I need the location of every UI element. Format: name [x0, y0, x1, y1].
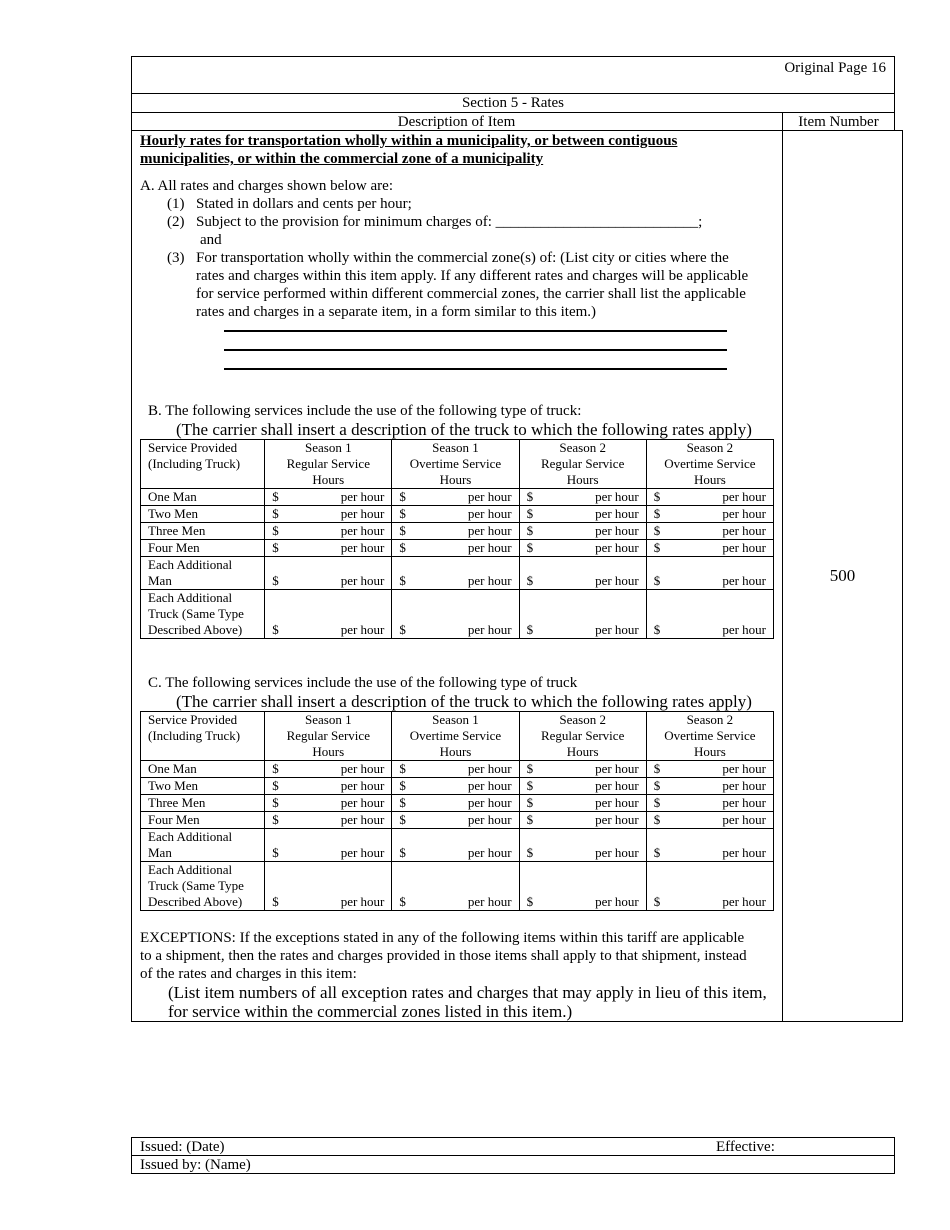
rate-cell[interactable] — [392, 557, 519, 590]
a1-number: (1) — [167, 196, 185, 212]
rate-cell[interactable] — [265, 862, 392, 911]
currency-symbol: $ — [399, 489, 406, 504]
exceptions-instruction-line: for service within the commercial zones listed in this item.) — [168, 1002, 573, 1021]
rate-cell[interactable] — [392, 523, 519, 540]
table-row — [141, 590, 774, 639]
rate-cell[interactable] — [646, 489, 773, 506]
service-label-line: One Man — [148, 761, 197, 776]
exceptions-instruction-line: (List item numbers of all exception rates and charges that may apply in lieu of this item, — [168, 983, 767, 1002]
column-header-line: Season 1 — [304, 440, 352, 455]
rate-unit: per hour — [467, 540, 512, 555]
rate-unit: per hour — [340, 540, 385, 555]
column-header-line: Hours — [439, 744, 472, 759]
column-header-line: Regular Service — [286, 728, 370, 743]
currency-symbol: $ — [272, 812, 279, 827]
column-header-line: Overtime Service — [664, 728, 756, 743]
currency-symbol: $ — [653, 489, 661, 504]
rate-cell[interactable] — [519, 862, 646, 911]
table-row — [141, 540, 774, 557]
currency-symbol: $ — [526, 489, 534, 504]
rate-cell[interactable] — [646, 795, 773, 812]
exceptions-line: EXCEPTIONS: If the exceptions stated in any of the following items within this tariff are applicable — [140, 930, 745, 946]
column-header-line: Hours — [439, 472, 472, 487]
section-b-instruction: (The carrier shall insert a description of the truck to which the following rates apply) — [176, 420, 752, 439]
currency-symbol: $ — [399, 894, 406, 909]
exceptions-line: of the rates and charges in this item: — [140, 966, 357, 982]
rate-unit: per hour — [595, 845, 639, 860]
currency-symbol: $ — [653, 622, 661, 637]
column-header — [141, 712, 265, 761]
a3-number: (3) — [167, 250, 185, 266]
column-header-line: Overtime Service — [664, 456, 756, 471]
rate-cell[interactable] — [392, 812, 519, 829]
rate-unit: per hour — [722, 894, 766, 909]
service-label-line: Four Men — [148, 540, 200, 555]
currency-symbol: $ — [526, 795, 534, 810]
a3-line: rates and charges within this item apply. If any different rates and charges will be applicable — [196, 268, 749, 284]
rate-cell[interactable] — [646, 761, 773, 778]
service-label-line: One Man — [148, 489, 197, 504]
service-label-line: Described Above) — [148, 894, 243, 909]
rate-unit: per hour — [467, 506, 512, 521]
currency-symbol: $ — [526, 573, 534, 588]
currency-symbol: $ — [399, 812, 406, 827]
service-provided-cell — [141, 795, 265, 812]
currency-symbol: $ — [526, 540, 534, 555]
column-header-line: Season 1 — [304, 712, 352, 727]
rate-cell[interactable] — [265, 557, 392, 590]
column-header-line: Season 2 — [686, 440, 734, 455]
currency-symbol: $ — [653, 795, 661, 810]
rate-cell[interactable] — [519, 557, 646, 590]
rate-cell[interactable] — [519, 540, 646, 557]
service-label-line: Each Additional — [148, 862, 233, 877]
rate-cell[interactable] — [265, 778, 392, 795]
column-header-line: Season 2 — [559, 440, 606, 455]
service-label-line: Described Above) — [148, 622, 243, 637]
rate-unit: per hour — [722, 845, 766, 860]
rate-unit: per hour — [467, 573, 512, 588]
item-heading-line1: Hourly rates for transportation wholly within a municipality, or between contiguous — [140, 133, 678, 149]
rate-unit: per hour — [467, 894, 512, 909]
rate-unit: per hour — [722, 795, 766, 810]
service-provided-cell — [141, 778, 265, 795]
column-header-line: Service Provided — [148, 440, 238, 455]
service-label-line: Man — [148, 573, 172, 588]
currency-symbol: $ — [399, 622, 406, 637]
rate-unit: per hour — [467, 489, 512, 504]
commercial-zone-blank-line — [224, 368, 727, 370]
rate-unit: per hour — [467, 845, 512, 860]
rate-cell[interactable] — [392, 506, 519, 523]
service-provided-cell — [141, 540, 265, 557]
rate-cell[interactable] — [519, 523, 646, 540]
currency-symbol: $ — [399, 573, 406, 588]
table-row — [141, 795, 774, 812]
rate-cell[interactable] — [265, 506, 392, 523]
rate-unit: per hour — [722, 812, 766, 827]
column-header — [265, 712, 392, 761]
currency-symbol: $ — [272, 622, 279, 637]
rate-cell[interactable] — [392, 778, 519, 795]
rate-cell[interactable] — [392, 590, 519, 639]
rate-unit: per hour — [340, 778, 385, 793]
currency-symbol: $ — [399, 761, 406, 776]
rate-unit: per hour — [722, 573, 766, 588]
a3-line: for service performed within different commercial zones, the carrier shall list the applicable — [196, 286, 746, 302]
col-item-number-header: Item Number — [798, 114, 879, 130]
currency-symbol: $ — [272, 795, 279, 810]
service-label-line: Two Men — [148, 506, 199, 521]
issued-date-label: Issued: (Date) — [140, 1139, 225, 1155]
column-header-line — [148, 744, 262, 760]
rate-unit: per hour — [595, 761, 639, 776]
rate-unit: per hour — [722, 622, 766, 637]
column-header — [519, 440, 646, 489]
rate-unit: per hour — [595, 778, 639, 793]
section-c-instruction: (The carrier shall insert a description of the truck to which the following rates apply) — [176, 692, 752, 711]
rate-cell[interactable] — [646, 506, 773, 523]
rate-unit: per hour — [340, 795, 385, 810]
column-header-line: Overtime Service — [409, 728, 502, 743]
table-row — [141, 761, 774, 778]
column-header — [646, 712, 773, 761]
a1-text: Stated in dollars and cents per hour; — [196, 196, 412, 212]
rate-unit: per hour — [595, 540, 639, 555]
item-number: 500 — [829, 566, 856, 585]
currency-symbol: $ — [399, 845, 406, 860]
rate-unit: per hour — [595, 812, 639, 827]
column-header-line: Regular Service — [540, 728, 625, 743]
currency-symbol: $ — [272, 540, 279, 555]
rate-cell[interactable] — [646, 590, 773, 639]
currency-symbol: $ — [399, 540, 406, 555]
rate-table-c — [140, 711, 774, 911]
section-a-intro: A. All rates and charges shown below are: — [140, 178, 393, 194]
currency-symbol: $ — [272, 761, 279, 776]
column-header-line: Season 2 — [686, 712, 734, 727]
rate-cell[interactable] — [392, 761, 519, 778]
rate-unit: per hour — [467, 778, 512, 793]
rate-cell[interactable] — [392, 489, 519, 506]
rate-unit: per hour — [722, 761, 766, 776]
rate-cell[interactable] — [519, 506, 646, 523]
table-row — [141, 489, 774, 506]
service-label-line: Four Men — [148, 812, 200, 827]
service-label-line: Man — [148, 845, 172, 860]
rate-cell[interactable] — [265, 489, 392, 506]
rate-unit: per hour — [340, 573, 385, 588]
column-header-line: Overtime Service — [409, 456, 502, 471]
item-heading-line2: municipalities, or within the commercial zone of a municipality — [140, 151, 544, 167]
rate-unit: per hour — [722, 506, 766, 521]
service-provided-cell — [141, 761, 265, 778]
table-row — [141, 506, 774, 523]
rate-cell[interactable] — [646, 557, 773, 590]
rate-cell[interactable] — [265, 540, 392, 557]
currency-symbol: $ — [526, 845, 534, 860]
currency-symbol: $ — [653, 778, 661, 793]
service-label-line: Truck (Same Type — [148, 878, 244, 893]
rate-unit: per hour — [595, 506, 639, 521]
column-header-line: Regular Service — [540, 456, 625, 471]
rate-unit: per hour — [340, 506, 385, 521]
rate-unit: per hour — [595, 795, 639, 810]
a3-line: For transportation wholly within the commercial zone(s) of: (List city or cities where the — [196, 250, 729, 266]
rate-unit: per hour — [467, 622, 512, 637]
service-provided-cell — [141, 590, 265, 639]
currency-symbol: $ — [653, 761, 661, 776]
column-header — [646, 440, 773, 489]
currency-symbol: $ — [653, 506, 661, 521]
section-b-intro: B. The following services include the use of the following type of truck: — [148, 403, 582, 419]
rate-cell[interactable] — [519, 829, 646, 862]
column-header — [392, 712, 519, 761]
rate-unit: per hour — [467, 812, 512, 827]
currency-symbol: $ — [399, 506, 406, 521]
column-header — [519, 712, 646, 761]
currency-symbol: $ — [272, 489, 279, 504]
service-label-line: Truck (Same Type — [148, 606, 244, 621]
table-row — [141, 862, 774, 911]
rate-cell[interactable] — [519, 795, 646, 812]
column-header-line: Regular Service — [286, 456, 370, 471]
rate-cell[interactable] — [646, 523, 773, 540]
service-provided-cell — [141, 862, 265, 911]
rate-unit: per hour — [340, 845, 385, 860]
table-row — [141, 812, 774, 829]
table-row — [141, 829, 774, 862]
rate-cell[interactable] — [519, 761, 646, 778]
currency-symbol: $ — [272, 573, 279, 588]
rate-cell[interactable] — [519, 778, 646, 795]
rate-unit: per hour — [340, 894, 385, 909]
column-header — [392, 440, 519, 489]
rate-unit: per hour — [595, 894, 639, 909]
rate-cell[interactable] — [646, 778, 773, 795]
rate-cell[interactable] — [265, 523, 392, 540]
section-title: Section 5 - Rates — [461, 95, 565, 111]
service-provided-cell — [141, 829, 265, 862]
rate-unit: per hour — [340, 812, 385, 827]
rate-unit: per hour — [467, 761, 512, 776]
rate-unit: per hour — [722, 489, 766, 504]
rate-cell[interactable] — [265, 761, 392, 778]
currency-symbol: $ — [653, 845, 661, 860]
rate-unit: per hour — [340, 489, 385, 504]
rate-unit: per hour — [340, 523, 385, 538]
rate-table-b — [140, 439, 774, 639]
rate-cell[interactable] — [519, 812, 646, 829]
a2-and: and — [200, 232, 222, 248]
currency-symbol: $ — [526, 761, 534, 776]
service-provided-cell — [141, 489, 265, 506]
currency-symbol: $ — [399, 778, 406, 793]
currency-symbol: $ — [399, 523, 406, 538]
currency-symbol: $ — [653, 573, 661, 588]
issued-by-label: Issued by: (Name) — [140, 1157, 251, 1173]
rate-cell[interactable] — [646, 862, 773, 911]
service-provided-cell — [141, 506, 265, 523]
service-provided-cell — [141, 812, 265, 829]
currency-symbol: $ — [272, 523, 279, 538]
rate-unit: per hour — [340, 622, 385, 637]
rate-unit: per hour — [722, 523, 766, 538]
rate-cell[interactable] — [646, 540, 773, 557]
rate-cell[interactable] — [392, 829, 519, 862]
rate-cell[interactable] — [265, 812, 392, 829]
currency-symbol: $ — [653, 894, 661, 909]
column-header — [141, 440, 265, 489]
table-row — [141, 523, 774, 540]
currency-symbol: $ — [272, 506, 279, 521]
column-header-line: Hours — [312, 744, 345, 759]
service-label-line: Three Men — [148, 523, 206, 538]
commercial-zone-blank-line — [224, 330, 727, 332]
column-header-line: Hours — [566, 472, 599, 487]
a3-line: rates and charges in a separate item, in a form similar to this item.) — [196, 304, 597, 320]
column-header-line: Hours — [693, 744, 726, 759]
table-row — [141, 778, 774, 795]
currency-symbol: $ — [526, 894, 534, 909]
currency-symbol: $ — [272, 778, 279, 793]
column-header-line: (Including Truck) — [148, 456, 241, 471]
rate-unit: per hour — [467, 795, 512, 810]
col-description-header: Description of Item — [397, 114, 516, 130]
rate-cell[interactable] — [265, 829, 392, 862]
service-label-line: Three Men — [148, 795, 206, 810]
currency-symbol: $ — [526, 523, 534, 538]
rate-unit: per hour — [595, 573, 639, 588]
service-label-line: Each Additional — [148, 829, 233, 844]
page-label: Original Page 16 — [784, 60, 886, 76]
a2-text: Subject to the provision for minimum charges of: ___________________________; — [196, 214, 703, 230]
currency-symbol: $ — [653, 540, 661, 555]
column-header — [265, 440, 392, 489]
rate-table-header-row — [141, 712, 774, 761]
currency-symbol: $ — [526, 812, 534, 827]
rate-table-header-row — [141, 440, 774, 489]
section-c-intro: C. The following services include the use of the following type of truck — [148, 675, 578, 691]
effective-label: Effective: — [716, 1139, 775, 1155]
column-header-line: Season 2 — [559, 712, 606, 727]
currency-symbol: $ — [526, 778, 534, 793]
exceptions-line: to a shipment, then the rates and charges provided in those items shall apply to that shipment, instead — [140, 948, 747, 964]
currency-symbol: $ — [653, 523, 661, 538]
rate-unit: per hour — [467, 523, 512, 538]
column-header-line: Season 1 — [432, 440, 479, 455]
rate-unit: per hour — [340, 761, 385, 776]
service-provided-cell — [141, 557, 265, 590]
rate-cell[interactable] — [519, 489, 646, 506]
column-header-line: Hours — [566, 744, 599, 759]
column-header-line — [148, 472, 262, 488]
rate-unit: per hour — [595, 622, 639, 637]
column-header-line: Season 1 — [432, 712, 479, 727]
rate-cell[interactable] — [392, 862, 519, 911]
service-label-line: Two Men — [148, 778, 199, 793]
column-header-line: Service Provided — [148, 712, 238, 727]
column-header-line: (Including Truck) — [148, 728, 241, 743]
service-provided-cell — [141, 523, 265, 540]
rate-unit: per hour — [595, 489, 639, 504]
rate-cell[interactable] — [646, 829, 773, 862]
column-header-line: Hours — [693, 472, 726, 487]
rate-unit: per hour — [595, 523, 639, 538]
rate-unit: per hour — [722, 778, 766, 793]
currency-symbol: $ — [653, 812, 661, 827]
rate-cell[interactable] — [265, 795, 392, 812]
commercial-zone-blank-line — [224, 349, 727, 351]
column-header-line: Hours — [312, 472, 345, 487]
rate-cell[interactable] — [265, 590, 392, 639]
service-label-line: Each Additional — [148, 590, 233, 605]
rate-unit: per hour — [722, 540, 766, 555]
a2-number: (2) — [167, 214, 185, 230]
currency-symbol: $ — [272, 894, 279, 909]
rate-cell[interactable] — [392, 795, 519, 812]
currency-symbol: $ — [526, 622, 534, 637]
table-row — [141, 557, 774, 590]
currency-symbol: $ — [526, 506, 534, 521]
rate-cell[interactable] — [519, 590, 646, 639]
service-label-line: Each Additional — [148, 557, 233, 572]
rate-cell[interactable] — [392, 540, 519, 557]
currency-symbol: $ — [272, 845, 279, 860]
rate-cell[interactable] — [646, 812, 773, 829]
currency-symbol: $ — [399, 795, 406, 810]
